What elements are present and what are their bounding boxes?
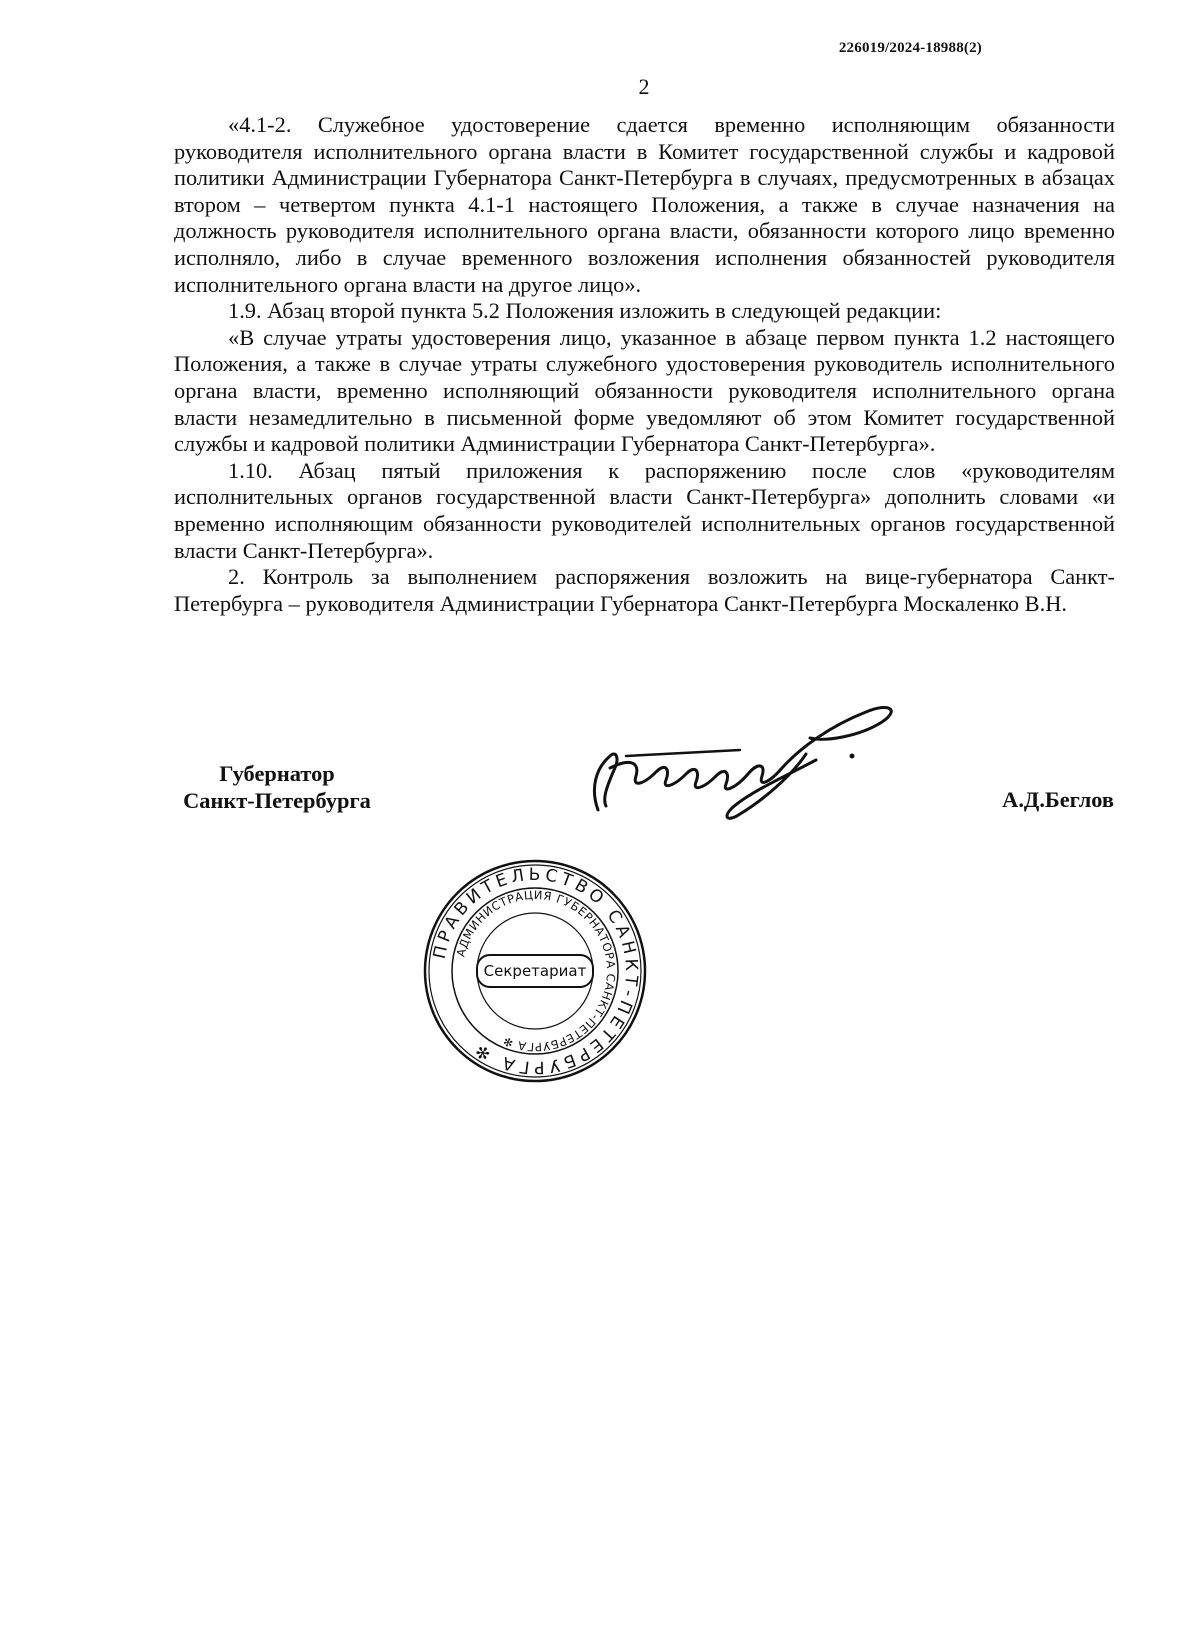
paragraph-1-9: 1.9. Абзац второй пункта 5.2 Положения изложить в следующей редакции: bbox=[228, 298, 942, 324]
signatory-name: А.Д.Беглов bbox=[1002, 787, 1114, 812]
page-number: 2 bbox=[638, 74, 650, 99]
paragraph-2-control: 2. Контроль за выполнением распоряжения возложить на вице-губернатора Санкт-Петербурга – руководителя Администрации Губернатора Санкт-Петербурга Москаленко В.Н. bbox=[174, 564, 1115, 616]
document-number: 226019/2024-18988(2) bbox=[838, 40, 982, 56]
handwritten-signature bbox=[570, 698, 910, 828]
official-stamp bbox=[420, 856, 650, 1086]
paragraph-1-10: 1.10. Абзац пятый приложения к распоряжению после слов «руководителям исполнительных органов государственной власти Санкт-Петербурга» дополнить словами «и временно исполняющим обязанности руководителей исполнительных органов государственной власти Санкт-Петербурга». bbox=[174, 457, 1115, 563]
stamp-center-text: Секретариат bbox=[476, 954, 595, 988]
paragraph-quote-5-2: «В случае утраты удостоверения лицо, указанное в абзаце первом пункта 1.2 настоящего Положения, а также в случае утраты служебного удостоверения руководитель исполнительного органа власти, временно исполняющий обязанности руководителя исполнительного органа власти незамедлительно в письменной форме уведомляют об этом Комитет государственной службы и кадровой политики Администрации Губернатора Санкт-Петербурга». bbox=[174, 324, 1115, 457]
position-line-1: Губернатор bbox=[219, 761, 335, 786]
paragraph-4-1-2: «4.1-2. Служебное удостоверение сдается временно исполняющим обязанности руководителя исполнительного органа власти в Комитет государственной службы и кадровой политики Администрации Губернатора Санкт-Петербурга в случаях, предусмотренных в абзацах втором – четвертом пункта 4.1-1 настоящего Положения, а также в случае назначения на должность руководителя исполнительного органа власти, обязанности которого лицо временно исполняло, либо в случае временного возложения исполнения обязанностей руководителя исполнительного органа власти на другое лицо». bbox=[174, 112, 1115, 297]
signatory-position bbox=[172, 760, 382, 814]
document-body bbox=[174, 112, 1115, 617]
position-line-2: Санкт-Петербурга bbox=[183, 788, 371, 813]
signature-block bbox=[0, 760, 1200, 1080]
stamp-inner-text: АДМИНИСТРАЦИЯ ГУБЕРНАТОРА САНКТ-ПЕТЕРБУРГА ✻ bbox=[453, 887, 619, 1055]
stamp-outer-text: ПРАВИТЕЛЬСТВО САНКТ-ПЕТЕРБУРГА ✻ bbox=[429, 864, 642, 1078]
